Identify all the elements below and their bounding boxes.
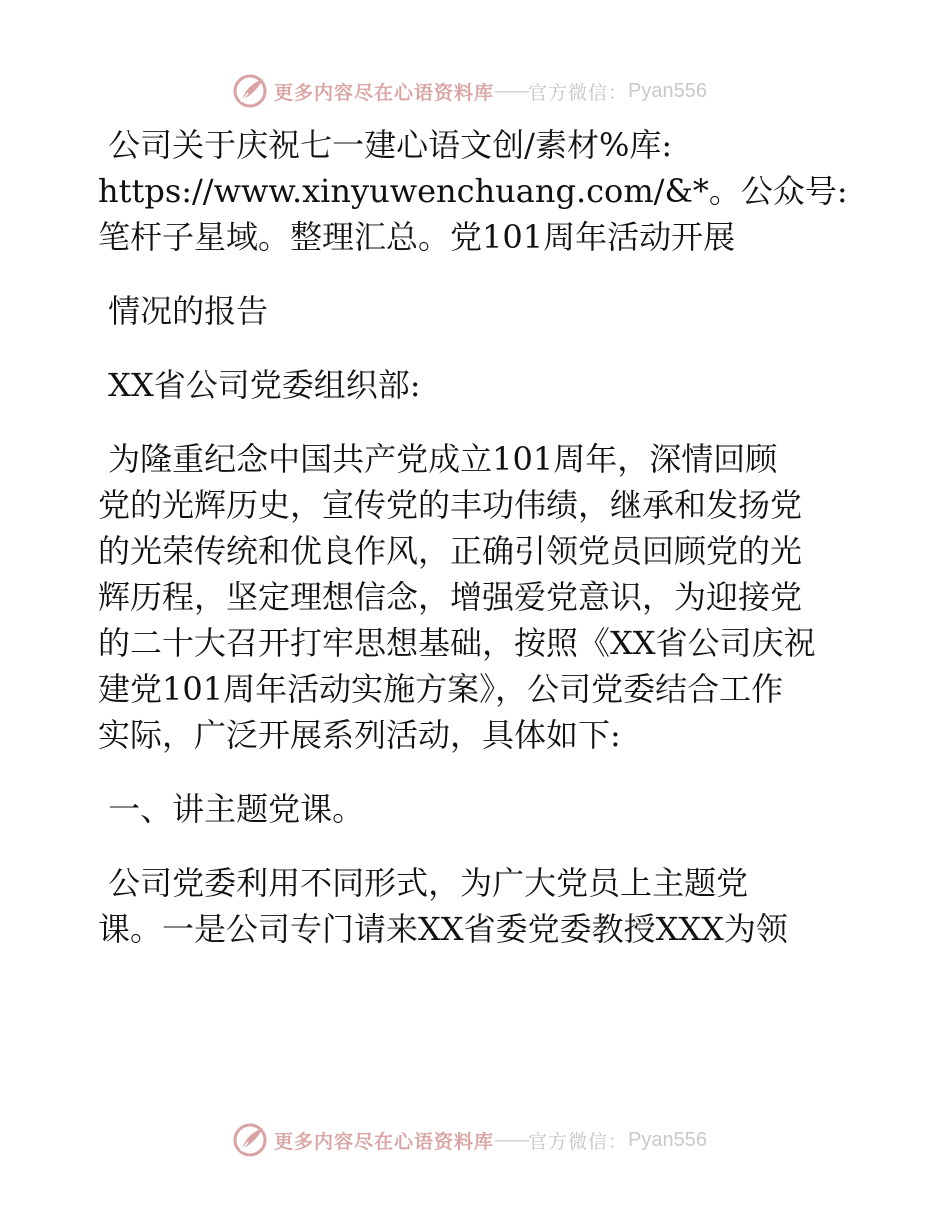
- text-line: 公司党委利用不同形式，为广大党员上主题党: [98, 864, 749, 902]
- text-line: 的二十大召开打牢思想基础，按照《XX省公司庆祝: [98, 624, 816, 662]
- text-line: 笔杆子星域。整理汇总。党101周年活动开展: [98, 218, 736, 256]
- watermark-dash: ——: [494, 80, 529, 102]
- watermark-main-text: 更多内容尽在心语资料库: [274, 81, 495, 104]
- watermark-dash: ——: [494, 1129, 529, 1151]
- text-line: 辉历程，坚定理想信念，增强爱党意识，为迎接党: [98, 578, 803, 616]
- text-line: 为隆重纪念中国共产党成立101周年，深情回顾: [98, 440, 778, 478]
- text-line: 情况的报告: [98, 292, 269, 330]
- text-line: 建党101周年活动实施方案》，公司党委结合工作: [98, 670, 784, 708]
- paragraph-title-continued: [98, 288, 918, 334]
- text-line: 课。一是公司专门请来XX省委党委教授XXX为领: [98, 910, 788, 948]
- paragraph-salutation: [98, 362, 918, 408]
- text-line: 一、讲主题党课。: [98, 790, 365, 828]
- quill-logo-icon: [232, 1122, 268, 1158]
- watermark-header: [232, 71, 707, 111]
- paragraph-section-one: [98, 860, 918, 952]
- quill-logo-icon: [232, 73, 268, 109]
- watermark-footer: [232, 1120, 707, 1160]
- text-line: 的光荣传统和优良作风，正确引领党员回顾党的光: [98, 532, 803, 570]
- paragraph-title: [98, 122, 918, 260]
- watermark-label: 官方微信：: [528, 1130, 629, 1153]
- watermark-main-text: 更多内容尽在心语资料库: [274, 1130, 495, 1153]
- text-line: XX省公司党委组织部:: [98, 366, 421, 404]
- section-heading: [98, 786, 918, 832]
- document-body: [98, 122, 918, 952]
- text-line: https://www.xinyuwenchuang.com/&*。公众号:: [98, 172, 848, 210]
- watermark-label: 官方微信：: [528, 81, 629, 104]
- text-line: 党的光辉历史，宣传党的丰功伟绩，继承和发扬党: [98, 486, 803, 524]
- watermark-wechat-id: Pyan556: [628, 1128, 707, 1151]
- paragraph-intro: [98, 436, 918, 758]
- watermark-wechat-id: Pyan556: [628, 79, 707, 102]
- text-line: 实际，广泛开展系列活动，具体如下:: [98, 716, 621, 754]
- text-line: 公司关于庆祝七一建心语文创/素材%库:: [98, 126, 673, 164]
